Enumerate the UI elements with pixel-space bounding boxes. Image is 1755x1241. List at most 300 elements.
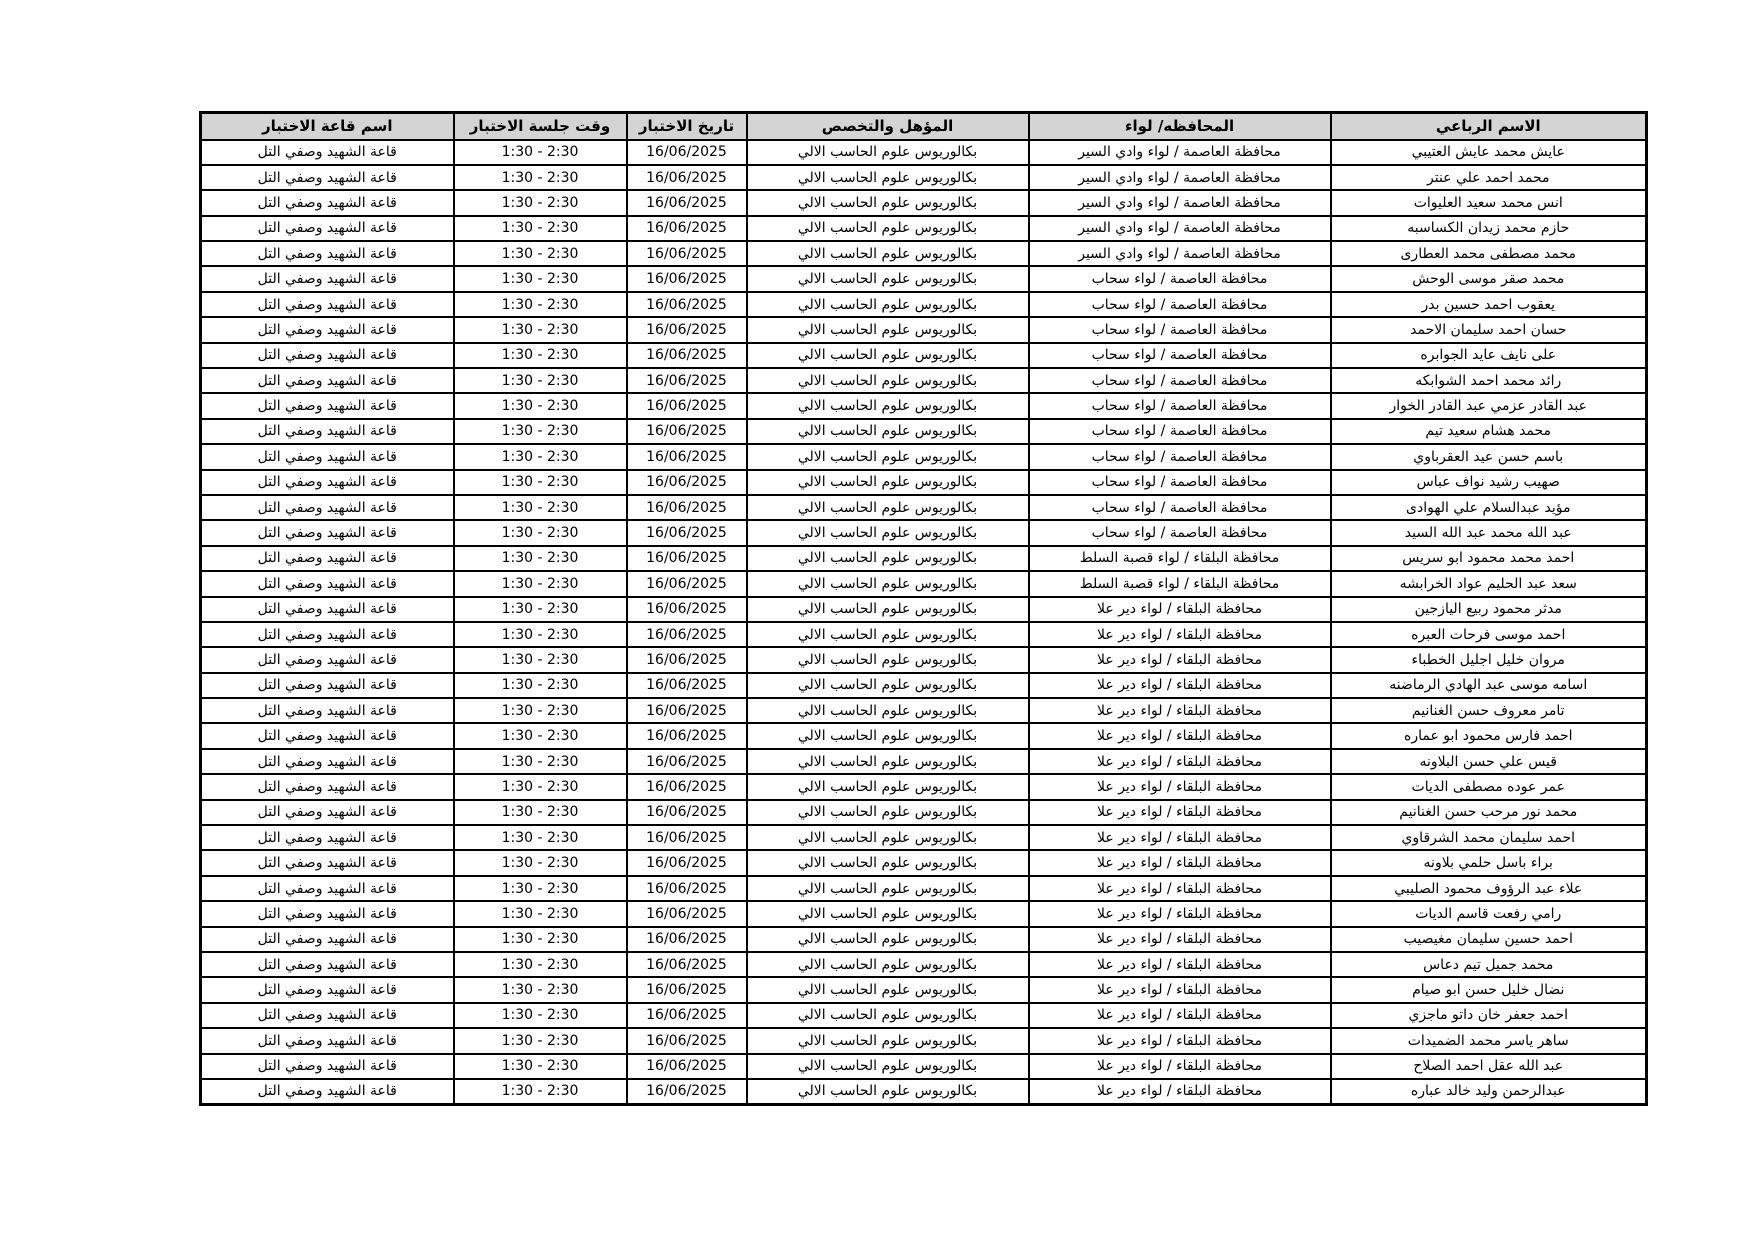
cell-name: محمد نور مرحب حسن الغنانيم	[1331, 800, 1647, 825]
date-value: 16/06/2025	[646, 677, 727, 694]
cell-name: احمد حسين سليمان مغيصيب	[1331, 927, 1647, 952]
time-value: 1:30 - 2:30	[501, 804, 579, 821]
cell-hall: قاعة الشهيد وصفي التل	[201, 774, 454, 799]
table-row	[201, 292, 1647, 317]
cell-time	[454, 774, 627, 799]
table-row	[201, 216, 1647, 241]
date-value: 16/06/2025	[646, 499, 727, 516]
cell-name: براء باسل حلمي بلاونه	[1331, 850, 1647, 875]
time-value: 1:30 - 2:30	[501, 956, 579, 973]
time-value: 1:30 - 2:30	[501, 220, 579, 237]
cell-governorate: محافظة العاصمة / لواء سحاب	[1029, 520, 1331, 545]
cell-hall: قاعة الشهيد وصفي التل	[201, 165, 454, 190]
cell-qualification: بكالوريوس علوم الحاسب الالي	[747, 1079, 1029, 1104]
cell-governorate: محافظة البلقاء / لواء قصبة السلط	[1029, 571, 1331, 596]
cell-hall: قاعة الشهيد وصفي التل	[201, 571, 454, 596]
cell-time	[454, 901, 627, 926]
cell-hall: قاعة الشهيد وصفي التل	[201, 597, 454, 622]
cell-name: رامي رفعت قاسم الديات	[1331, 901, 1647, 926]
cell-governorate: محافظة البلقاء / لواء دير علا	[1029, 1028, 1331, 1053]
cell-governorate: محافظة البلقاء / لواء قصبة السلط	[1029, 546, 1331, 571]
cell-name: رائد محمد احمد الشوابكه	[1331, 368, 1647, 393]
cell-name: محمد صقر موسى الوحش	[1331, 266, 1647, 291]
cell-name: احمد سليمان محمد الشرقاوي	[1331, 825, 1647, 850]
cell-hall: قاعة الشهيد وصفي التل	[201, 444, 454, 469]
date-value: 16/06/2025	[646, 601, 727, 618]
cell-governorate: محافظة البلقاء / لواء دير علا	[1029, 800, 1331, 825]
cell-name: علاء عبد الرؤوف محمود الصليبي	[1331, 876, 1647, 901]
cell-time	[454, 1054, 627, 1079]
time-value: 1:30 - 2:30	[501, 575, 579, 592]
cell-qualification: بكالوريوس علوم الحاسب الالي	[747, 876, 1029, 901]
cell-name: على نايف عايد الجوابره	[1331, 343, 1647, 368]
table-row	[201, 1054, 1647, 1079]
cell-date	[627, 952, 747, 977]
cell-date	[627, 647, 747, 672]
time-value: 1:30 - 2:30	[501, 194, 579, 211]
time-value: 1:30 - 2:30	[501, 728, 579, 745]
cell-date	[627, 749, 747, 774]
cell-time	[454, 647, 627, 672]
table-row	[201, 800, 1647, 825]
cell-name: سعد عبد الحليم عواد الخرابشه	[1331, 571, 1647, 596]
cell-date	[627, 140, 747, 165]
cell-name: احمد موسى فرحات العبره	[1331, 622, 1647, 647]
cell-hall: قاعة الشهيد وصفي التل	[201, 266, 454, 291]
cell-governorate: محافظة العاصمة / لواء وادي السير	[1029, 140, 1331, 165]
table-row	[201, 774, 1647, 799]
cell-governorate: محافظة العاصمة / لواء سحاب	[1029, 292, 1331, 317]
cell-qualification: بكالوريوس علوم الحاسب الالي	[747, 901, 1029, 926]
header-qualification-specialization: المؤهل والتخصص	[747, 113, 1029, 140]
cell-governorate: محافظة العاصمة / لواء سحاب	[1029, 368, 1331, 393]
table-row	[201, 698, 1647, 723]
cell-time	[454, 190, 627, 215]
cell-hall: قاعة الشهيد وصفي التل	[201, 876, 454, 901]
cell-qualification: بكالوريوس علوم الحاسب الالي	[747, 292, 1029, 317]
cell-date	[627, 927, 747, 952]
cell-hall: قاعة الشهيد وصفي التل	[201, 1079, 454, 1104]
cell-name: حازم محمد زيدان الكساسبه	[1331, 216, 1647, 241]
cell-date	[627, 977, 747, 1002]
cell-qualification: بكالوريوس علوم الحاسب الالي	[747, 825, 1029, 850]
cell-governorate: محافظة العاصمة / لواء سحاب	[1029, 393, 1331, 418]
cell-qualification: بكالوريوس علوم الحاسب الالي	[747, 190, 1029, 215]
cell-date	[627, 368, 747, 393]
cell-date	[627, 571, 747, 596]
cell-qualification: بكالوريوس علوم الحاسب الالي	[747, 952, 1029, 977]
time-value: 1:30 - 2:30	[501, 753, 579, 770]
cell-name: محمد مصطفى محمد العطارى	[1331, 241, 1647, 266]
time-value: 1:30 - 2:30	[501, 702, 579, 719]
header-governorate-district: المحافظه/ لواء	[1029, 113, 1331, 140]
date-value: 16/06/2025	[646, 423, 727, 440]
table-row	[201, 825, 1647, 850]
cell-governorate: محافظة العاصمة / لواء وادي السير	[1029, 190, 1331, 215]
date-value: 16/06/2025	[646, 347, 727, 364]
cell-name: عبد الله محمد عبد الله السيد	[1331, 520, 1647, 545]
cell-hall: قاعة الشهيد وصفي التل	[201, 723, 454, 748]
date-value: 16/06/2025	[646, 398, 727, 415]
cell-date	[627, 597, 747, 622]
header-full-name: الاسم الرباعي	[1331, 113, 1647, 140]
date-value: 16/06/2025	[646, 905, 727, 922]
cell-qualification: بكالوريوس علوم الحاسب الالي	[747, 749, 1029, 774]
cell-governorate: محافظة العاصمة / لواء سحاب	[1029, 266, 1331, 291]
cell-name: انس محمد سعيد العليوات	[1331, 190, 1647, 215]
table-row	[201, 952, 1647, 977]
cell-time	[454, 723, 627, 748]
cell-governorate: محافظة البلقاء / لواء دير علا	[1029, 850, 1331, 875]
cell-hall: قاعة الشهيد وصفي التل	[201, 825, 454, 850]
cell-hall: قاعة الشهيد وصفي التل	[201, 216, 454, 241]
cell-qualification: بكالوريوس علوم الحاسب الالي	[747, 343, 1029, 368]
cell-name: صهيب رشيد نواف عباس	[1331, 470, 1647, 495]
cell-date	[627, 190, 747, 215]
cell-date	[627, 698, 747, 723]
cell-time	[454, 343, 627, 368]
date-value: 16/06/2025	[646, 144, 727, 161]
cell-qualification: بكالوريوس علوم الحاسب الالي	[747, 774, 1029, 799]
cell-governorate: محافظة البلقاء / لواء دير علا	[1029, 647, 1331, 672]
cell-time	[454, 1079, 627, 1104]
cell-governorate: محافظة العاصمة / لواء وادي السير	[1029, 216, 1331, 241]
cell-governorate: محافظة البلقاء / لواء دير علا	[1029, 1079, 1331, 1104]
cell-governorate: محافظة البلقاء / لواء دير علا	[1029, 1054, 1331, 1079]
date-value: 16/06/2025	[646, 194, 727, 211]
cell-date	[627, 266, 747, 291]
table-row	[201, 749, 1647, 774]
cell-qualification: بكالوريوس علوم الحاسب الالي	[747, 546, 1029, 571]
cell-date	[627, 1054, 747, 1079]
cell-hall: قاعة الشهيد وصفي التل	[201, 343, 454, 368]
cell-date	[627, 774, 747, 799]
cell-name: احمد فارس محمود ابو عماره	[1331, 723, 1647, 748]
cell-date	[627, 216, 747, 241]
date-value: 16/06/2025	[646, 550, 727, 567]
cell-time	[454, 952, 627, 977]
cell-date	[627, 419, 747, 444]
cell-qualification: بكالوريوس علوم الحاسب الالي	[747, 165, 1029, 190]
cell-qualification: بكالوريوس علوم الحاسب الالي	[747, 1028, 1029, 1053]
date-value: 16/06/2025	[646, 652, 727, 668]
time-value: 1:30 - 2:30	[501, 1007, 579, 1024]
cell-qualification: بكالوريوس علوم الحاسب الالي	[747, 800, 1029, 825]
cell-hall: قاعة الشهيد وصفي التل	[201, 800, 454, 825]
cell-governorate: محافظة البلقاء / لواء دير علا	[1029, 825, 1331, 850]
time-value: 1:30 - 2:30	[501, 347, 579, 364]
cell-name: يعقوب احمد حسين بدر	[1331, 292, 1647, 317]
table-row	[201, 343, 1647, 368]
cell-qualification: بكالوريوس علوم الحاسب الالي	[747, 140, 1029, 165]
cell-time	[454, 546, 627, 571]
time-value: 1:30 - 2:30	[501, 448, 579, 465]
cell-name: عبدالرحمن وليد خالد عباره	[1331, 1079, 1647, 1104]
cell-date	[627, 470, 747, 495]
cell-name: باسم حسن عيد العقرباوي	[1331, 444, 1647, 469]
cell-hall: قاعة الشهيد وصفي التل	[201, 952, 454, 977]
time-value: 1:30 - 2:30	[501, 169, 579, 186]
cell-qualification: بكالوريوس علوم الحاسب الالي	[747, 241, 1029, 266]
cell-hall: قاعة الشهيد وصفي التل	[201, 927, 454, 952]
table-row	[201, 1028, 1647, 1053]
cell-time	[454, 470, 627, 495]
cell-qualification: بكالوريوس علوم الحاسب الالي	[747, 520, 1029, 545]
cell-qualification: بكالوريوس علوم الحاسب الالي	[747, 470, 1029, 495]
cell-name: محمد جميل تيم دعاس	[1331, 952, 1647, 977]
date-value: 16/06/2025	[646, 1083, 727, 1100]
cell-qualification: بكالوريوس علوم الحاسب الالي	[747, 1054, 1029, 1079]
cell-governorate: محافظة البلقاء / لواء دير علا	[1029, 901, 1331, 926]
cell-hall: قاعة الشهيد وصفي التل	[201, 622, 454, 647]
cell-qualification: بكالوريوس علوم الحاسب الالي	[747, 927, 1029, 952]
cell-name: مدثر محمود ربيع اليازجين	[1331, 597, 1647, 622]
table-row	[201, 901, 1647, 926]
table-row	[201, 622, 1647, 647]
table-row	[201, 850, 1647, 875]
date-value: 16/06/2025	[646, 1007, 727, 1024]
date-value: 16/06/2025	[646, 321, 727, 338]
cell-qualification: بكالوريوس علوم الحاسب الالي	[747, 266, 1029, 291]
table-row	[201, 1079, 1647, 1104]
cell-date	[627, 444, 747, 469]
cell-date	[627, 495, 747, 520]
cell-governorate: محافظة البلقاء / لواء دير علا	[1029, 622, 1331, 647]
table-row	[201, 495, 1647, 520]
cell-date	[627, 1079, 747, 1104]
cell-governorate: محافظة العاصمة / لواء وادي السير	[1029, 165, 1331, 190]
cell-time	[454, 241, 627, 266]
cell-name: نضال خليل حسن ابو صيام	[1331, 977, 1647, 1002]
cell-hall: قاعة الشهيد وصفي التل	[201, 1054, 454, 1079]
cell-date	[627, 850, 747, 875]
cell-name: حسان احمد سليمان الاحمد	[1331, 317, 1647, 342]
cell-date	[627, 241, 747, 266]
cell-date	[627, 800, 747, 825]
date-value: 16/06/2025	[646, 220, 727, 237]
table-row	[201, 368, 1647, 393]
cell-time	[454, 571, 627, 596]
cell-time	[454, 927, 627, 952]
cell-governorate: محافظة البلقاء / لواء دير علا	[1029, 673, 1331, 698]
date-value: 16/06/2025	[646, 702, 727, 719]
table-row	[201, 393, 1647, 418]
cell-qualification: بكالوريوس علوم الحاسب الالي	[747, 393, 1029, 418]
header-row	[201, 113, 1647, 140]
date-value: 16/06/2025	[646, 296, 727, 313]
cell-name: ساهر ياسر محمد الضميدات	[1331, 1028, 1647, 1053]
cell-time	[454, 317, 627, 342]
cell-time	[454, 1003, 627, 1028]
cell-governorate: محافظة البلقاء / لواء دير علا	[1029, 597, 1331, 622]
cell-date	[627, 1003, 747, 1028]
time-value: 1:30 - 2:30	[501, 398, 579, 415]
cell-hall: قاعة الشهيد وصفي التل	[201, 368, 454, 393]
cell-qualification: بكالوريوس علوم الحاسب الالي	[747, 368, 1029, 393]
cell-governorate: محافظة البلقاء / لواء دير علا	[1029, 723, 1331, 748]
date-value: 16/06/2025	[646, 626, 727, 643]
cell-governorate: محافظة البلقاء / لواء دير علا	[1029, 774, 1331, 799]
cell-name: عمر عوده مصطفى الديات	[1331, 774, 1647, 799]
cell-governorate: محافظة البلقاء / لواء دير علا	[1029, 952, 1331, 977]
cell-date	[627, 723, 747, 748]
cell-date	[627, 393, 747, 418]
header-exam-session-time: وقت جلسة الاختبار	[454, 113, 627, 140]
cell-hall: قاعة الشهيد وصفي التل	[201, 647, 454, 672]
time-value: 1:30 - 2:30	[501, 626, 579, 643]
cell-governorate: محافظة البلقاء / لواء دير علا	[1029, 1003, 1331, 1028]
time-value: 1:30 - 2:30	[501, 296, 579, 313]
cell-time	[454, 977, 627, 1002]
date-value: 16/06/2025	[646, 880, 727, 897]
cell-name: عبد القادر عزمي عبد القادر الخوار	[1331, 393, 1647, 418]
cell-time	[454, 622, 627, 647]
time-value: 1:30 - 2:30	[501, 525, 579, 542]
date-value: 16/06/2025	[646, 855, 727, 872]
cell-hall: قاعة الشهيد وصفي التل	[201, 1028, 454, 1053]
table-row	[201, 444, 1647, 469]
cell-hall: قاعة الشهيد وصفي التل	[201, 673, 454, 698]
cell-hall: قاعة الشهيد وصفي التل	[201, 317, 454, 342]
table-header	[201, 113, 1647, 140]
cell-qualification: بكالوريوس علوم الحاسب الالي	[747, 977, 1029, 1002]
cell-hall: قاعة الشهيد وصفي التل	[201, 520, 454, 545]
time-value: 1:30 - 2:30	[501, 855, 579, 872]
table-row	[201, 470, 1647, 495]
table-row	[201, 266, 1647, 291]
time-value: 1:30 - 2:30	[501, 1083, 579, 1100]
cell-governorate: محافظة البلقاء / لواء دير علا	[1029, 749, 1331, 774]
cell-name: تامر معروف حسن الغنانيم	[1331, 698, 1647, 723]
cell-governorate: محافظة العاصمة / لواء سحاب	[1029, 317, 1331, 342]
cell-name: محمد هشام سعيد تيم	[1331, 419, 1647, 444]
cell-time	[454, 673, 627, 698]
cell-governorate: محافظة العاصمة / لواء سحاب	[1029, 419, 1331, 444]
cell-date	[627, 292, 747, 317]
cell-governorate: محافظة العاصمة / لواء سحاب	[1029, 343, 1331, 368]
table-row	[201, 927, 1647, 952]
cell-time	[454, 876, 627, 901]
table-row	[201, 190, 1647, 215]
cell-qualification: بكالوريوس علوم الحاسب الالي	[747, 419, 1029, 444]
time-value: 1:30 - 2:30	[501, 423, 579, 440]
cell-time	[454, 495, 627, 520]
cell-time	[454, 1028, 627, 1053]
date-value: 16/06/2025	[646, 982, 727, 999]
time-value: 1:30 - 2:30	[501, 829, 579, 846]
cell-date	[627, 546, 747, 571]
cell-hall: قاعة الشهيد وصفي التل	[201, 977, 454, 1002]
date-value: 16/06/2025	[646, 448, 727, 465]
header-exam-date: تاريخ الاختبار	[627, 113, 747, 140]
cell-hall: قاعة الشهيد وصفي التل	[201, 698, 454, 723]
time-value: 1:30 - 2:30	[501, 778, 579, 795]
cell-name: احمد جعفر خان داتو ماجزي	[1331, 1003, 1647, 1028]
cell-qualification: بكالوريوس علوم الحاسب الالي	[747, 216, 1029, 241]
time-value: 1:30 - 2:30	[501, 499, 579, 516]
cell-time	[454, 597, 627, 622]
cell-date	[627, 165, 747, 190]
cell-date	[627, 317, 747, 342]
cell-hall: قاعة الشهيد وصفي التل	[201, 470, 454, 495]
cell-qualification: بكالوريوس علوم الحاسب الالي	[747, 571, 1029, 596]
date-value: 16/06/2025	[646, 525, 727, 542]
date-value: 16/06/2025	[646, 474, 727, 491]
cell-qualification: بكالوريوس علوم الحاسب الالي	[747, 723, 1029, 748]
table-row	[201, 673, 1647, 698]
cell-hall: قاعة الشهيد وصفي التل	[201, 241, 454, 266]
cell-hall: قاعة الشهيد وصفي التل	[201, 419, 454, 444]
cell-hall: قاعة الشهيد وصفي التل	[201, 393, 454, 418]
cell-governorate: محافظة البلقاء / لواء دير علا	[1029, 876, 1331, 901]
cell-time	[454, 393, 627, 418]
cell-date	[627, 901, 747, 926]
cell-date	[627, 1028, 747, 1053]
date-value: 16/06/2025	[646, 372, 727, 389]
time-value: 1:30 - 2:30	[501, 1032, 579, 1049]
date-value: 16/06/2025	[646, 728, 727, 745]
date-value: 16/06/2025	[646, 1058, 727, 1075]
cell-time	[454, 444, 627, 469]
cell-hall: قاعة الشهيد وصفي التل	[201, 749, 454, 774]
time-value: 1:30 - 2:30	[501, 652, 579, 668]
header-exam-hall-name: اسم قاعة الاختبار	[201, 113, 454, 140]
cell-name: عايش محمد عايش العتيبي	[1331, 140, 1647, 165]
table-row	[201, 876, 1647, 901]
cell-time	[454, 698, 627, 723]
date-value: 16/06/2025	[646, 753, 727, 770]
cell-date	[627, 622, 747, 647]
table-row	[201, 546, 1647, 571]
cell-governorate: محافظة البلقاء / لواء دير علا	[1029, 927, 1331, 952]
cell-name: اسامه موسى عبد الهادي الرماضنه	[1331, 673, 1647, 698]
date-value: 16/06/2025	[646, 956, 727, 973]
cell-time	[454, 825, 627, 850]
cell-time	[454, 520, 627, 545]
cell-qualification: بكالوريوس علوم الحاسب الالي	[747, 622, 1029, 647]
cell-hall: قاعة الشهيد وصفي التل	[201, 190, 454, 215]
table-row	[201, 520, 1647, 545]
cell-date	[627, 876, 747, 901]
time-value: 1:30 - 2:30	[501, 1058, 579, 1075]
table-row	[201, 571, 1647, 596]
cell-qualification: بكالوريوس علوم الحاسب الالي	[747, 1003, 1029, 1028]
cell-date	[627, 673, 747, 698]
cell-governorate: محافظة البلقاء / لواء دير علا	[1029, 698, 1331, 723]
cell-hall: قاعة الشهيد وصفي التل	[201, 292, 454, 317]
cell-qualification: بكالوريوس علوم الحاسب الالي	[747, 673, 1029, 698]
table-row	[201, 977, 1647, 1002]
date-value: 16/06/2025	[646, 575, 727, 592]
exam-schedule-table	[199, 111, 1648, 1106]
cell-qualification: بكالوريوس علوم الحاسب الالي	[747, 495, 1029, 520]
cell-hall: قاعة الشهيد وصفي التل	[201, 1003, 454, 1028]
time-value: 1:30 - 2:30	[501, 905, 579, 922]
cell-hall: قاعة الشهيد وصفي التل	[201, 495, 454, 520]
cell-name: محمد احمد علي عنتر	[1331, 165, 1647, 190]
date-value: 16/06/2025	[646, 778, 727, 795]
cell-qualification: بكالوريوس علوم الحاسب الالي	[747, 647, 1029, 672]
table-row	[201, 317, 1647, 342]
table-row	[201, 597, 1647, 622]
cell-governorate: محافظة العاصمة / لواء سحاب	[1029, 495, 1331, 520]
cell-time	[454, 216, 627, 241]
cell-hall: قاعة الشهيد وصفي التل	[201, 850, 454, 875]
cell-qualification: بكالوريوس علوم الحاسب الالي	[747, 850, 1029, 875]
cell-name: مروان خليل اجليل الخطباء	[1331, 647, 1647, 672]
time-value: 1:30 - 2:30	[501, 321, 579, 338]
time-value: 1:30 - 2:30	[501, 982, 579, 999]
